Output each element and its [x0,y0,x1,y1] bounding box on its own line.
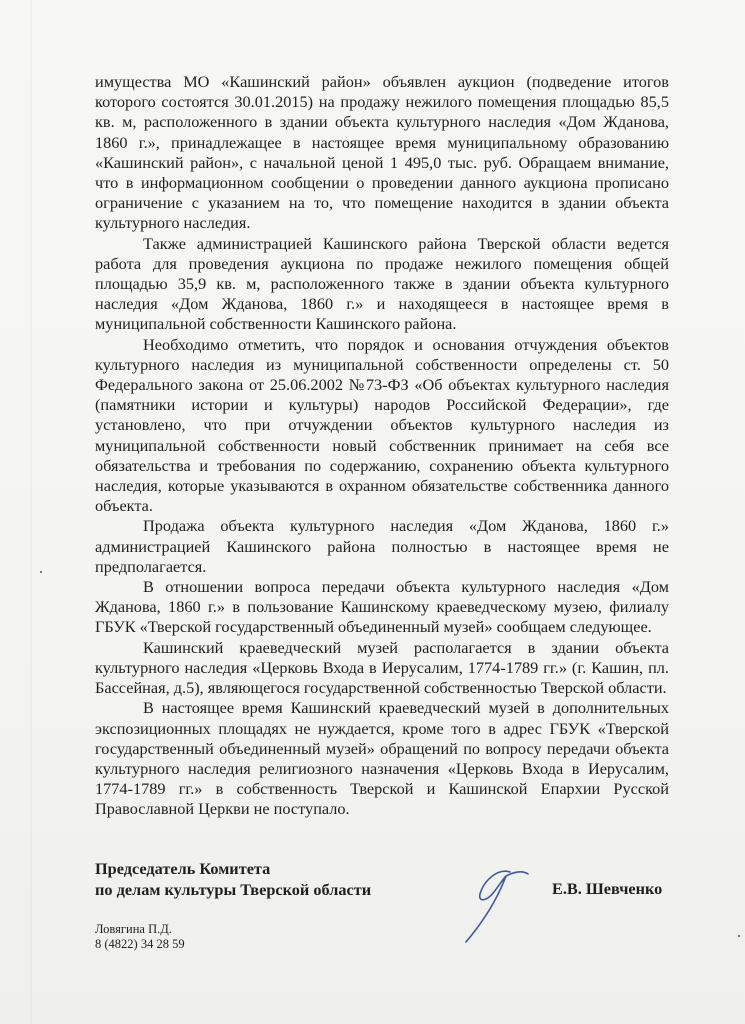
paragraph-sale-not-planned: Продажа объекта культурного наследия «Дом Жданова, 1860 г.» администрацией Кашинского района полностью в настоящее время не предполагается. [95,516,669,576]
executor-block [95,922,185,952]
signatory-name: Е.В. Шевченко [552,879,663,898]
signatory-title-line2: по делам культуры Тверской области [95,880,372,899]
executor-phone: 8 (4822) 34 28 59 [95,937,185,951]
letter-body [95,72,669,820]
signatory-title [95,858,371,900]
paper-speck [40,571,42,573]
executor-name: Ловягина П.Д. [95,922,172,936]
signatory-title-line1: Председатель Комитета [95,859,271,878]
handwritten-signature [440,858,540,948]
paragraph-museum-needs: В настоящее время Кашинский краеведческий музей в дополнительных экспозиционных площадях не нуждается, кроме того в адрес ГБУК «Тверской государственный объединенный музей» обращений по вопросу передачи объекта культурного наследия религиозного назначения «Церковь Входа в Иерусалим, 1774-1789 гг.» в собственность Тверской и Кашинской Епархии Русской Православной Церкви не поступало. [95,698,669,819]
paragraph-auction-announcement: имущества МО «Кашинский район» объявлен аукцион (подведение итогов которого состоятся 30.01.2015) на продажу нежилого помещения площадью 85,5 кв. м, расположенного в здании объекта культурного наследия «Дом Жданова, 1860 г.», принадлежащее в настоящее время муниципальному образованию «Кашинский район», с начальной ценой 1 495,0 тыс. руб. Обращаем внимание, что в информационном сообщении о проведении данного аукциона прописано ограничение с указанием на то, что помещение находится в здании объекта культурного наследия. [95,72,669,233]
paragraph-legal-basis: Необходимо отметить, что порядок и основания отчуждения объектов культурного наследия из муниципальной собственности определены ст. 50 Федерального закона от 25.06.2002 №73-ФЗ «Об объектах культурного наследия (памятники истории и культуры) народов Российской Федерации», где установлено, что при отчуждении объектов культурного наследия из муниципальной собственности новый собственник принимает на себя все обязательства и требования по содержанию, сохранению объекта культурного наследия, которые указываются в охранном обязательстве собственника данного объекта. [95,334,669,516]
paragraph-museum-transfer: В отношении вопроса передачи объекта культурного наследия «Дом Жданова, 1860 г.» в пользование Кашинскому краеведческому музею, филиалу ГБУК «Тверской государственный объединенный музей» сообщаем следующее. [95,577,669,637]
paper-fold-shadow [30,0,32,1024]
paper-speck [738,935,740,937]
paragraph-museum-location: Кашинский краеведческий музей располагается в здании объекта культурного наследия «Церковь Входа в Иерусалим, 1774-1789 гг.» (г. Кашин, пл. Бассейная, д.5), являющегося государственной собственностью Тверской области. [95,637,669,698]
paragraph-second-auction: Также администрацией Кашинского района Тверской области ведется работа для проведения аукциона по продаже нежилого помещения общей площадью 35,9 кв. м, расположенного также в здании объекта культурного наследия «Дом Жданова, 1860 г.» и находящееся в настоящее время в муниципальной собственности Кашинского района. [95,233,669,334]
